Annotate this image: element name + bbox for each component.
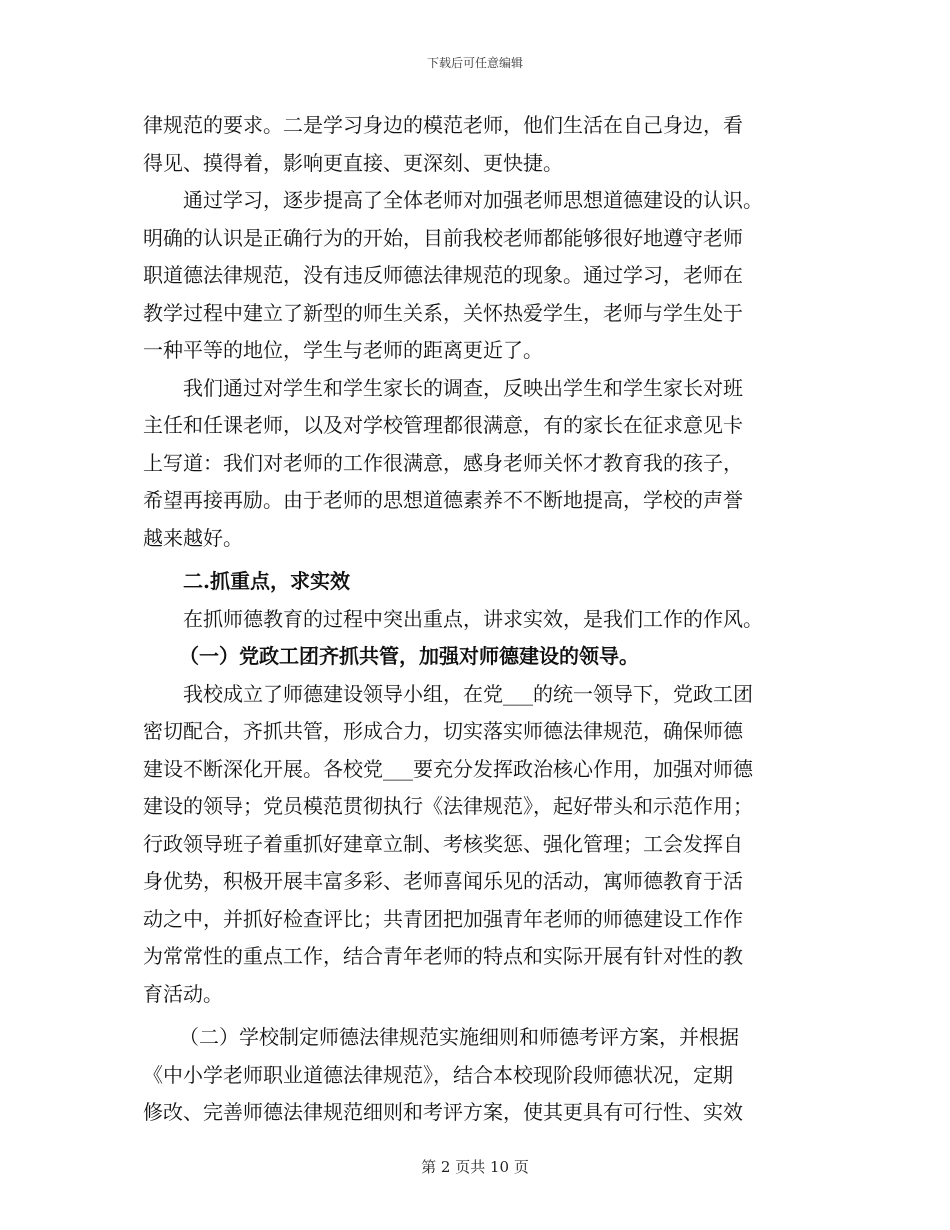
subsection-heading: （一）党政工团齐抓共管，加强对师德建设的领导。 bbox=[179, 644, 639, 668]
paragraph-line: 建设不断深化开展。各校党___要充分发挥政治核心作用，加强对师德 bbox=[143, 756, 753, 781]
paragraph-line: 为常常性的重点工作，结合青年老师的特点和实际开展有针对性的教 bbox=[143, 944, 743, 968]
page-footer: 第 2 页共 10 页 bbox=[421, 1158, 529, 1176]
paragraph-line: 职道德法律规范，没有违反师德法律规范的现象。通过学习，老师在 bbox=[143, 263, 743, 287]
paragraph-line: 得见、摸得着，影响更直接、更深刻、更快捷。 bbox=[143, 150, 563, 175]
paragraph-line: 育活动。 bbox=[143, 981, 223, 1006]
paragraph-line: 明确的认识是正确行为的开始，目前我校老师都能够很好地遵守老师 bbox=[143, 225, 743, 250]
paragraph-line: 律规范的要求。二是学习身边的模范老师，他们生活在自己身边，看 bbox=[143, 113, 743, 137]
paragraph-line: 在抓师德教育的过程中突出重点，讲求实效，是我们工作的作风。 bbox=[183, 606, 763, 631]
paragraph-line: 上写道：我们对老师的工作很满意，感身老师关怀才教育我的孩子， bbox=[143, 450, 743, 475]
paragraph-line: 修改、完善师德法律规范细则和考评方案，使其更具有可行性、实效 bbox=[143, 1100, 743, 1124]
paragraph-line: 密切配合，齐抓共管，形成合力，切实落实师德法律规范，确保师德 bbox=[143, 719, 743, 743]
document-body bbox=[143, 107, 808, 1132]
paragraph-line: 《中小学老师职业道德法律规范》，结合本校现阶段师德状况，定期 bbox=[143, 1062, 733, 1087]
paragraph-line: 建设的领导；党员模范贯彻执行《法律规范》，起好带头和示范作用； bbox=[143, 794, 753, 818]
paragraph-line: 一种平等的地位，学生与老师的距离更近了。 bbox=[143, 338, 543, 362]
paragraph-line: 我们通过对学生和学生家长的调查，反映出学生和学生家长对班 bbox=[183, 375, 743, 400]
paragraph-line: 身优势，积极开展丰富多彩、老师喜闻乐见的活动，寓师德教育于活 bbox=[143, 869, 743, 893]
paragraph-line: 行政领导班子着重抓好建章立制、考核奖惩、强化管理；工会发挥自 bbox=[143, 831, 743, 856]
page-header: 下载后可任意编辑 bbox=[426, 56, 523, 70]
paragraph-line: 通过学习，逐步提高了全体老师对加强老师思想道德建设的认识。 bbox=[183, 188, 763, 212]
paragraph-line: 动之中，并抓好检查评比；共青团把加强青年老师的师德建设工作作 bbox=[143, 906, 743, 931]
paragraph-line: 教学过程中建立了新型的师生关系，关怀热爱学生，老师与学生处于 bbox=[143, 300, 743, 325]
paragraph-line: 希望再接再励。由于老师的思想道德素养不不断地提高，学校的声誉 bbox=[143, 488, 743, 512]
paragraph-line: （二）学校制定师德法律规范实施细则和师德考评方案，并根据 bbox=[179, 1025, 739, 1049]
section-heading: 二.抓重点，求实效 bbox=[183, 569, 350, 593]
paragraph-line: 越来越好。 bbox=[143, 525, 243, 550]
paragraph-line: 我校成立了师德建设领导小组，在党___的统一领导下，党政工团 bbox=[183, 681, 753, 706]
paragraph-line: 主任和任课老师，以及对学校管理都很满意，有的家长在征求意见卡 bbox=[143, 413, 743, 437]
